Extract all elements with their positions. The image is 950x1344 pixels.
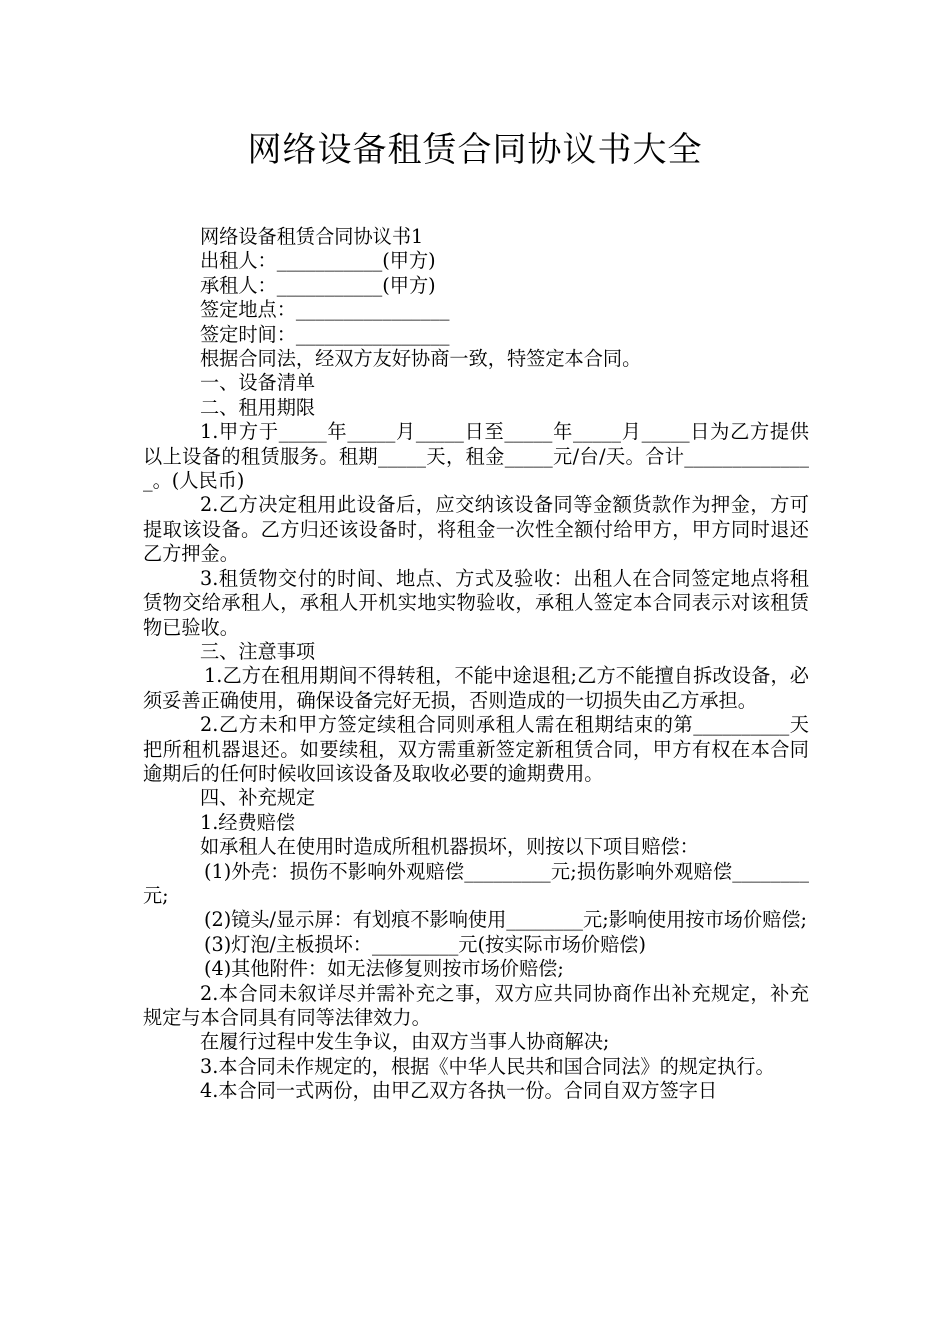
clause-paragraph: 1.乙方在租用期间不得转租，不能中途退租;乙方不能擅自拆改设备，必须妥善正确使用，确保设备完好无损，否则造成的一切损失由乙方承担。 (143, 664, 809, 712)
clause-paragraph: 1.甲方于_____年_____月_____日至_____年_____月_____日为乙方提供以上设备的租赁服务。租期_____天，租金_____元/台/天。合计______________。(人民币) (143, 420, 809, 493)
signing-time-line: 签定时间：________________ (200, 322, 450, 346)
clause-paragraph: (3)灯泡/主板损坏：_________元(按实际市场价赔偿) (204, 932, 646, 956)
clause-paragraph: 如承租人在使用时造成所租机器损坏，则按以下项目赔偿： (200, 835, 699, 859)
clause-paragraph: 1.经费赔偿 (200, 810, 296, 834)
preamble-paragraph: 根据合同法，经双方友好协商一致，特签定本合同。 (200, 347, 642, 371)
contract-heading: 网络设备租赁合同协议书1 (200, 225, 424, 248)
clause-paragraph: (2)镜头/显示屏：有划痕不影响使用________元;影响使用按市场价赔偿; (204, 908, 808, 932)
clause-paragraph: 3.本合同未作规定的，根据《中华人民共和国合同法》的规定执行。 (200, 1054, 775, 1078)
clause-paragraph: 4.本合同一式两份，由甲乙双方各执一份。合同自双方签字日 (200, 1079, 718, 1103)
clause-paragraph: (4)其他附件：如无法修复则按市场价赔偿; (204, 957, 564, 981)
document-body (143, 225, 809, 1104)
document-title: 网络设备租赁合同协议书大全 (247, 130, 703, 170)
signing-place-line: 签定地点：________________ (200, 298, 450, 322)
lessor-line: 出租人：___________(甲方) (200, 249, 436, 273)
section-heading: 三、注意事项 (200, 639, 316, 663)
clause-paragraph: (1)外壳：损伤不影响外观赔偿_________元;损伤影响外观赔偿________元; (143, 859, 809, 907)
clause-paragraph: 在履行过程中发生争议，由双方当事人协商解决; (200, 1030, 610, 1054)
lessee-line: 承租人：___________(甲方) (200, 273, 436, 297)
clause-paragraph: 2.本合同未叙详尽并需补充之事，双方应共同协商作出补充规定，补充规定与本合同具有同等法律效力。 (143, 981, 809, 1029)
clause-paragraph: 2.乙方决定租用此设备后，应交纳该设备同等金额货款作为押金，方可提取该设备。乙方归还该设备时，将租金一次性全额付给甲方，甲方同时退还乙方押金。 (143, 493, 809, 566)
section-heading: 二、租用期限 (200, 395, 316, 419)
section-heading: 一、设备清单 (200, 371, 316, 395)
section-heading: 四、补充规定 (200, 786, 316, 810)
clause-paragraph: 2.乙方未和甲方签定续租合同则承租人需在租期结束的第__________天把所租机器退还。如要续租，双方需重新签定新租赁合同，甲方有权在本合同逾期后的任何时候收回该设备及取收必要的逾期费用。 (143, 713, 809, 785)
clause-paragraph: 3.租赁物交付的时间、地点、方式及验收：出租人在合同签定地点将租赁物交给承租人，承租人开机实地实物验收，承租人签定本合同表示对该租赁物已验收。 (143, 566, 809, 639)
